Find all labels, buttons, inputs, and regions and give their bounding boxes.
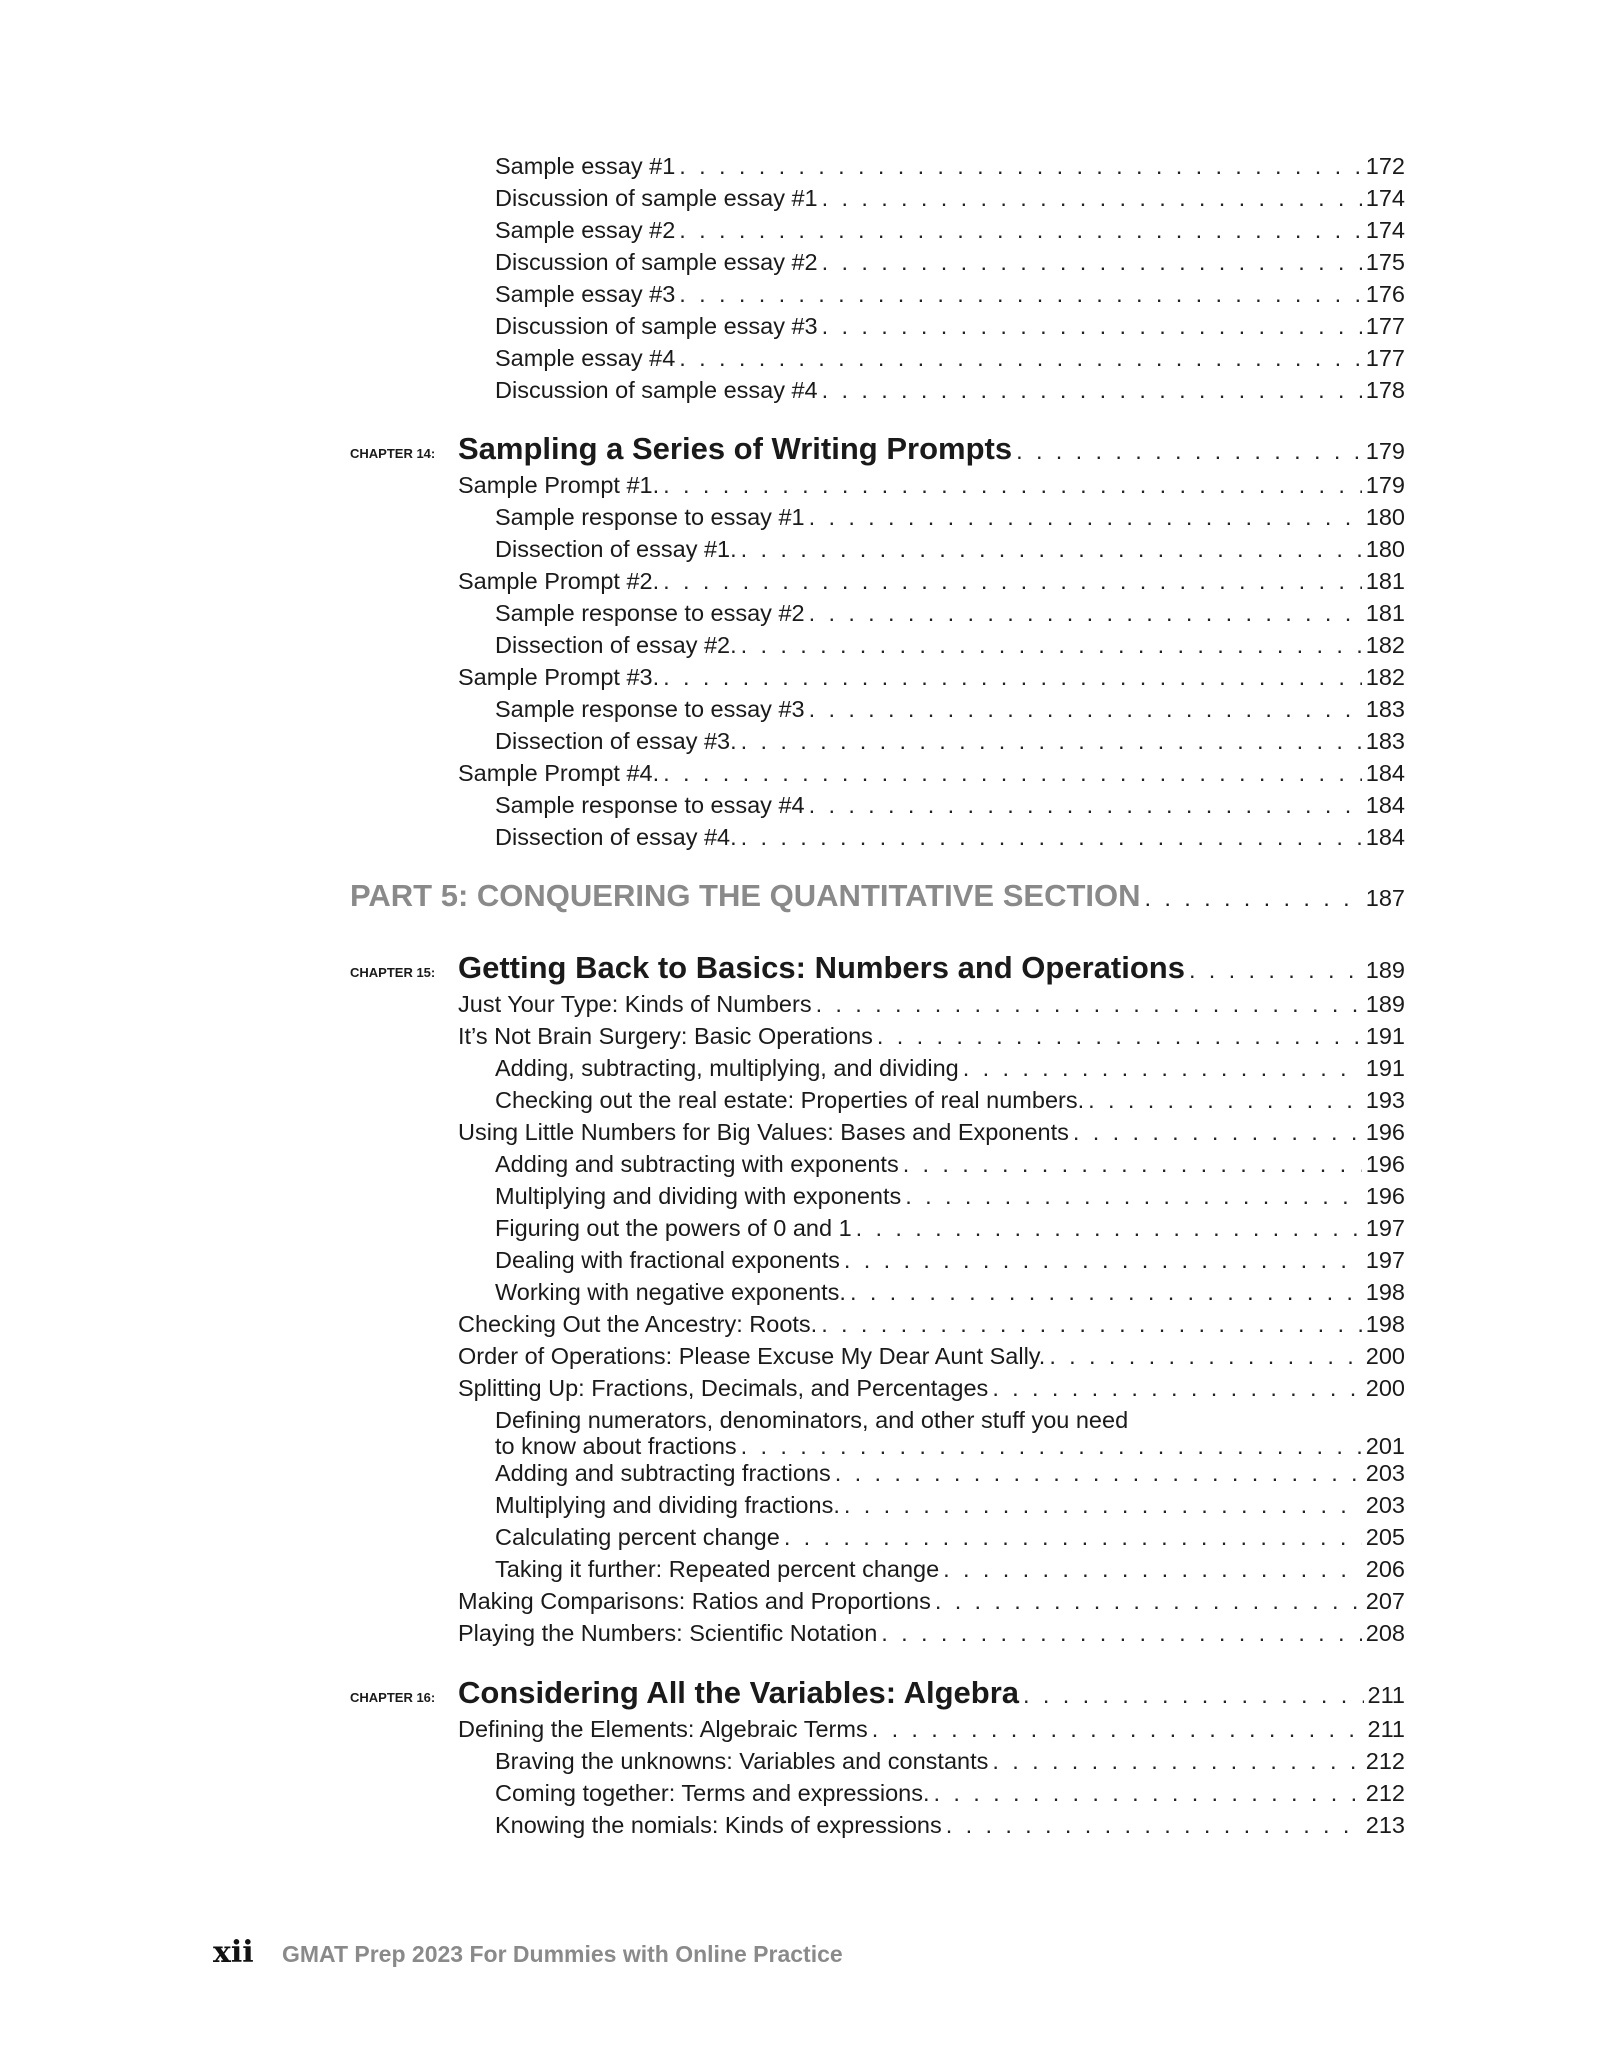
toc-page-number: 197 — [1365, 1215, 1405, 1241]
toc-chapter-row — [458, 1675, 1405, 1711]
dot-leader — [881, 1620, 1361, 1647]
toc-page-number: 181 — [1365, 600, 1405, 626]
toc-entry-title: Checking Out the Ancestry: Roots. — [458, 1311, 818, 1337]
dot-leader — [809, 504, 1362, 531]
toc-entry-title: Sample essay #2 — [495, 217, 676, 243]
chapter-label: CHAPTER 16: — [350, 1690, 436, 1705]
toc-page-number: 189 — [1365, 991, 1405, 1017]
running-footer-title: GMAT Prep 2023 For Dummies with Online Practice — [282, 1941, 843, 1967]
dot-leader — [663, 760, 1362, 787]
toc-page-number: 177 — [1365, 345, 1405, 371]
dot-leader — [992, 1748, 1361, 1775]
toc-entry-title: Adding and subtracting fractions — [495, 1460, 831, 1486]
dot-leader — [809, 792, 1362, 819]
part-title: PART 5: CONQUERING THE QUANTITATIVE SECTION — [350, 878, 1141, 913]
toc-page-number: 183 — [1365, 728, 1405, 754]
toc-subsection-row — [495, 185, 1405, 212]
toc-page-number: 184 — [1365, 792, 1405, 818]
dot-leader — [992, 1375, 1361, 1402]
toc-chapter-row — [458, 431, 1405, 467]
toc-page-number: 211 — [1367, 1716, 1405, 1742]
dot-leader — [905, 1183, 1362, 1210]
toc-subsection-row — [495, 1492, 1405, 1519]
toc-page-number: 193 — [1365, 1087, 1405, 1113]
dot-leader — [856, 1215, 1362, 1242]
toc-entry-title: Braving the unknowns: Variables and constants — [495, 1748, 989, 1774]
toc-subsection-row — [495, 1556, 1405, 1583]
toc-subsection-row — [495, 153, 1405, 180]
toc-section-row — [458, 1023, 1405, 1050]
toc-page-number: 184 — [1365, 824, 1405, 850]
toc-section-row — [458, 1343, 1405, 1370]
toc-subsection-row — [495, 1524, 1405, 1551]
toc-subsection-row — [495, 1055, 1405, 1082]
toc-entry-title: Just Your Type: Kinds of Numbers — [458, 991, 812, 1017]
toc-subsection-row — [495, 249, 1405, 276]
dot-leader — [816, 991, 1362, 1018]
toc-page-number: 179 — [1365, 438, 1405, 464]
toc-entry-title: Sample essay #1 — [495, 153, 676, 179]
toc-page-number: 205 — [1365, 1524, 1405, 1550]
toc-subsection-row — [495, 217, 1405, 244]
toc-page-number: 211 — [1367, 1682, 1405, 1708]
dot-leader — [809, 696, 1362, 723]
dot-leader — [822, 377, 1362, 404]
toc-page-number: 213 — [1365, 1812, 1405, 1838]
toc-section-row — [458, 1119, 1405, 1146]
toc-page-number: 174 — [1365, 185, 1405, 211]
toc-entry-title: Sample Prompt #1. — [458, 472, 660, 498]
dot-leader — [1189, 957, 1362, 984]
toc-page-number: 191 — [1365, 1055, 1405, 1081]
dot-leader — [850, 1279, 1362, 1306]
toc-section-row — [458, 1620, 1405, 1647]
toc-subsection-row — [495, 632, 1405, 659]
toc-subsection-row — [495, 1812, 1405, 1839]
toc-page-number: 207 — [1365, 1588, 1405, 1614]
toc-entry-title: Calculating percent change — [495, 1524, 780, 1550]
dot-leader — [903, 1151, 1362, 1178]
toc-subsection-row — [495, 504, 1405, 531]
chapter-label: CHAPTER 14: — [350, 446, 436, 461]
toc-page-number: 184 — [1365, 760, 1405, 786]
dot-leader — [1073, 1119, 1362, 1146]
toc-page-number: 187 — [1365, 885, 1405, 911]
toc-entry-title: Sample essay #3 — [495, 281, 676, 307]
toc-page-number: 198 — [1365, 1279, 1405, 1305]
toc-entry-title: Discussion of sample essay #1 — [495, 185, 818, 211]
toc-section-row — [458, 1311, 1405, 1338]
toc-page-number: 201 — [1365, 1433, 1405, 1459]
dot-leader — [741, 824, 1362, 851]
toc-entry-title: to know about fractions — [495, 1433, 737, 1459]
dot-leader — [822, 249, 1362, 276]
toc-subsection-row — [495, 345, 1405, 372]
page-number: xii — [213, 1935, 254, 1970]
toc-entry-title: Adding, subtracting, multiplying, and dividing — [495, 1055, 959, 1081]
toc-entry-title: Splitting Up: Fractions, Decimals, and Percentages — [458, 1375, 989, 1401]
toc-section-row — [458, 1588, 1405, 1615]
toc-entry-title: Dealing with fractional exponents — [495, 1247, 840, 1273]
toc-subsection-row — [495, 281, 1405, 308]
toc-page-number: 196 — [1365, 1183, 1405, 1209]
toc-entry-title: Dissection of essay #4. — [495, 824, 737, 850]
toc-entry-title: Sample Prompt #3. — [458, 664, 660, 690]
toc-subsection-row — [495, 536, 1405, 563]
toc-subsection-row — [495, 377, 1405, 404]
toc-page-number: 191 — [1365, 1023, 1405, 1049]
chapter-title: Considering All the Variables: Algebra — [458, 1675, 1019, 1710]
toc-page-number: 212 — [1365, 1780, 1405, 1806]
toc-subsection-row — [495, 1279, 1405, 1306]
toc-page-number: 200 — [1365, 1343, 1405, 1369]
toc-page-number: 198 — [1365, 1311, 1405, 1337]
toc-entry-title: Order of Operations: Please Excuse My Dear Aunt Sally. — [458, 1343, 1046, 1369]
chapter-label: CHAPTER 15: — [350, 965, 436, 980]
toc-entry-title: Sample response to essay #3 — [495, 696, 805, 722]
toc-page-number: 203 — [1365, 1460, 1405, 1486]
toc-entry-title: Coming together: Terms and expressions. — [495, 1780, 930, 1806]
toc-subsection-row — [495, 696, 1405, 723]
toc-entry-title: Sample response to essay #1 — [495, 504, 805, 530]
dot-leader — [877, 1023, 1362, 1050]
toc-section-row — [458, 664, 1405, 691]
toc-entry-title: Making Comparisons: Ratios and Proportions — [458, 1588, 931, 1614]
toc-section-row — [458, 760, 1405, 787]
toc-page-number: 180 — [1365, 536, 1405, 562]
toc-entry-title: It’s Not Brain Surgery: Basic Operations — [458, 1023, 873, 1049]
toc-entry-title: Discussion of sample essay #4 — [495, 377, 818, 403]
dot-leader — [741, 536, 1362, 563]
toc-entry-title: Discussion of sample essay #2 — [495, 249, 818, 275]
toc-subsection-row — [495, 1215, 1405, 1242]
toc-entry-title: Sample Prompt #4. — [458, 760, 660, 786]
toc-entry-title: Playing the Numbers: Scientific Notation — [458, 1620, 878, 1646]
dot-leader — [822, 185, 1362, 212]
toc-entry-title: Sample essay #4 — [495, 345, 676, 371]
toc-page-number: 172 — [1365, 153, 1405, 179]
toc-entry-title: Dissection of essay #3. — [495, 728, 737, 754]
toc-entry-title: Taking it further: Repeated percent change — [495, 1556, 940, 1582]
dot-leader — [679, 217, 1362, 244]
toc-page-number: 176 — [1365, 281, 1405, 307]
toc-section-row — [458, 472, 1405, 499]
toc-entry-title: Sample response to essay #4 — [495, 792, 805, 818]
toc-page-number: 189 — [1365, 957, 1405, 983]
toc-part-row — [350, 878, 1405, 914]
toc-entry-title: Multiplying and dividing with exponents — [495, 1183, 902, 1209]
dot-leader — [679, 153, 1362, 180]
dot-leader — [1088, 1087, 1362, 1114]
dot-leader — [835, 1460, 1362, 1487]
dot-leader — [663, 664, 1362, 691]
dot-leader — [784, 1524, 1362, 1551]
toc-subsection-row — [495, 1151, 1405, 1178]
toc-subsection-row — [495, 1087, 1405, 1114]
toc-entry-title: Using Little Numbers for Big Values: Bases and Exponents — [458, 1119, 1069, 1145]
toc-entry-title: Discussion of sample essay #3 — [495, 313, 818, 339]
dot-leader — [821, 1311, 1362, 1338]
toc-page-number: 196 — [1365, 1151, 1405, 1177]
toc-page-number: 182 — [1365, 632, 1405, 658]
toc-page-number: 200 — [1365, 1375, 1405, 1401]
toc-chapter-row — [458, 950, 1405, 986]
dot-leader — [943, 1556, 1362, 1583]
dot-leader — [741, 728, 1362, 755]
toc-section-row — [458, 568, 1405, 595]
toc-section-row — [458, 1375, 1405, 1402]
toc-entry-title: Sample response to essay #2 — [495, 600, 805, 626]
toc-subsection-row — [495, 1183, 1405, 1210]
toc-entry-title: Working with negative exponents. — [495, 1279, 846, 1305]
dot-leader — [844, 1492, 1362, 1519]
toc-entry-title: Figuring out the powers of 0 and 1 — [495, 1215, 852, 1241]
toc-subsection-row — [495, 600, 1405, 627]
toc-entry-title: Dissection of essay #2. — [495, 632, 737, 658]
toc-subsection-row — [495, 313, 1405, 340]
toc-page-number: 174 — [1365, 217, 1405, 243]
dot-leader — [679, 345, 1362, 372]
toc-subsection-row — [495, 1780, 1405, 1807]
dot-leader — [741, 1433, 1362, 1460]
toc-page-number: 180 — [1365, 504, 1405, 530]
dot-leader — [1049, 1343, 1361, 1370]
dot-leader — [1016, 438, 1362, 465]
toc-section-row — [458, 1716, 1405, 1743]
toc-page-number: 212 — [1365, 1748, 1405, 1774]
toc-section-row — [458, 991, 1405, 1018]
toc-entry-title: Dissection of essay #1. — [495, 536, 737, 562]
dot-leader — [663, 472, 1362, 499]
dot-leader — [844, 1247, 1362, 1274]
toc-subsection-row — [495, 1247, 1405, 1274]
toc-entry-line1: Defining numerators, denominators, and other stuff you need — [495, 1407, 1129, 1433]
dot-leader — [809, 600, 1362, 627]
dot-leader — [935, 1588, 1362, 1615]
dot-leader — [679, 281, 1362, 308]
dot-leader — [963, 1055, 1362, 1082]
chapter-title: Sampling a Series of Writing Prompts — [458, 431, 1013, 466]
dot-leader — [822, 313, 1362, 340]
toc-page-number: 197 — [1365, 1247, 1405, 1273]
toc-subsection-row — [495, 1748, 1405, 1775]
toc-entry-title: Checking out the real estate: Properties of real numbers. — [495, 1087, 1085, 1113]
toc-subsection-row — [495, 824, 1405, 851]
dot-leader — [946, 1812, 1362, 1839]
dot-leader — [741, 632, 1362, 659]
toc-page-number: 183 — [1365, 696, 1405, 722]
dot-leader — [663, 568, 1362, 595]
dot-leader — [1023, 1682, 1364, 1709]
toc-page-number: 196 — [1365, 1119, 1405, 1145]
toc-entry-title: Knowing the nomials: Kinds of expressions — [495, 1812, 942, 1838]
toc-entry-title: Defining the Elements: Algebraic Terms — [458, 1716, 868, 1742]
toc-subsection-row — [495, 728, 1405, 755]
toc-page-number: 206 — [1365, 1556, 1405, 1582]
toc-page-number: 177 — [1365, 313, 1405, 339]
toc-entry-title: Sample Prompt #2. — [458, 568, 660, 594]
toc-page-number: 181 — [1365, 568, 1405, 594]
toc-page-number: 175 — [1365, 249, 1405, 275]
toc-subsection-row — [495, 792, 1405, 819]
dot-leader — [934, 1780, 1362, 1807]
toc-page-number: 203 — [1365, 1492, 1405, 1518]
chapter-title: Getting Back to Basics: Numbers and Operations — [458, 950, 1185, 985]
dot-leader — [872, 1716, 1364, 1743]
toc-page-number: 208 — [1365, 1620, 1405, 1646]
toc-subsection-row — [495, 1433, 1405, 1460]
toc-entry-title: Multiplying and dividing fractions. — [495, 1492, 840, 1518]
toc-entry-title: Adding and subtracting with exponents — [495, 1151, 899, 1177]
toc-page-number: 179 — [1365, 472, 1405, 498]
toc-subsection-row — [495, 1460, 1405, 1487]
toc-page-number: 178 — [1365, 377, 1405, 403]
dot-leader — [1145, 885, 1362, 912]
toc-page-number: 182 — [1365, 664, 1405, 690]
